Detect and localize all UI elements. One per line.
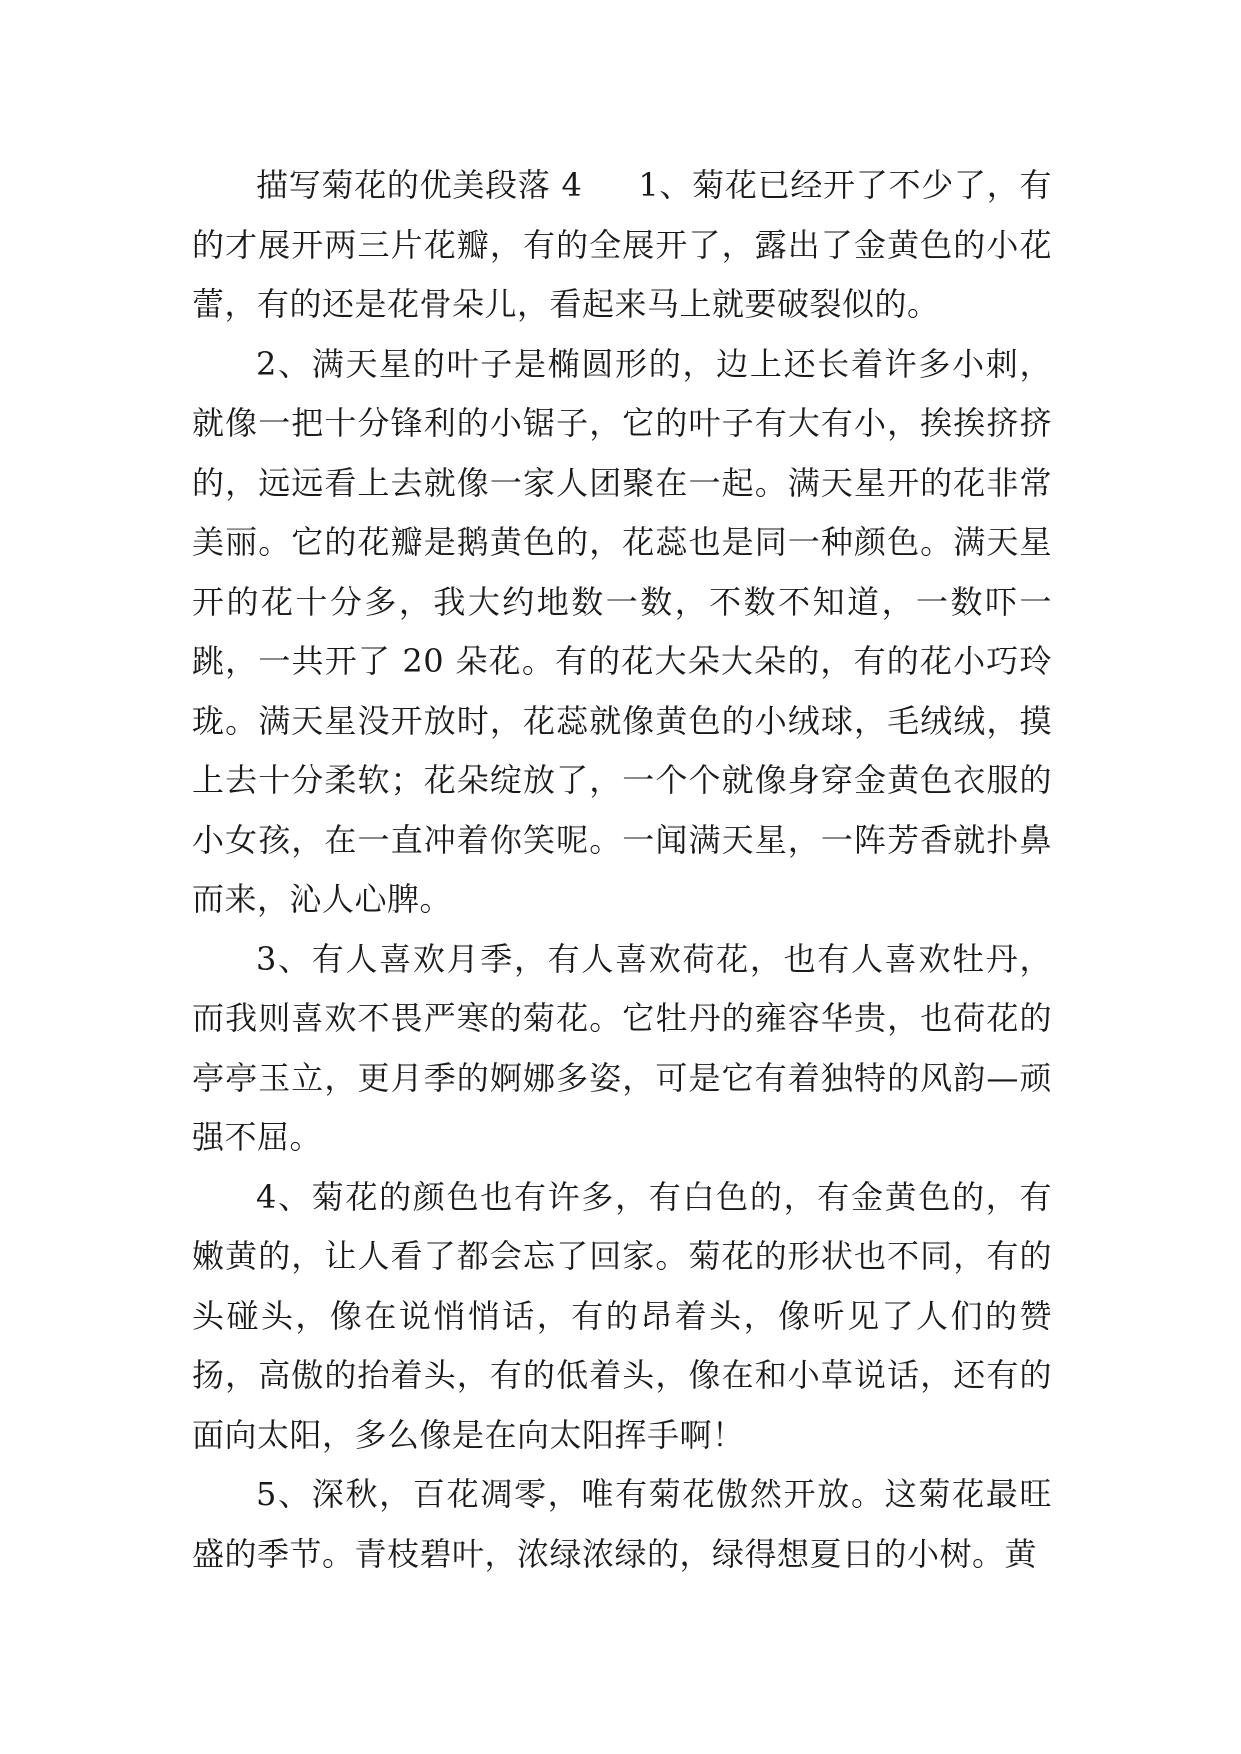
paragraph-4: 4、菊花的颜色也有许多，有白色的，有金黄色的，有嫩黄的，让人看了都会忘了回家。菊花的形状也不同，有的头碰头，像在说悄悄话，有的昂着头，像听见了人们的赞扬，高傲的抬着头，有的低着头，像在和小草说话，还有的面向太阳，多么像是在向太阳挥手啊！ — [192, 1177, 1052, 1454]
document-title: 描写菊花的优美段落 4 — [256, 166, 583, 204]
paragraph-5: 5、深秋，百花凋零，唯有菊花傲然开放。这菊花最旺盛的季节。青枝碧叶，浓绿浓绿的，绿得想夏日的小树。黄 — [192, 1475, 1052, 1573]
paragraph-2: 2、满天星的叶子是椭圆形的，边上还长着许多小刺，就像一把十分锋利的小锯子，它的叶子有大有小，挨挨挤挤的，远远看上去就像一家人团聚在一起。满天星开的花非常美丽。它的花瓣是鹅黄色的，花蕊也是同一种颜色。满天星开的花十分多，我大约地数一数，不数不知道，一数吓一跳，一共开了 20 朵花。有的花大朵大朵的，有的花小巧玲珑。满天星没开放时，花蕊就像黄色的小绒球，毛绒绒，摸上去十分柔软；花朵绽放了，一个个就像身穿金黄色衣服的小女孩，在一直冲着你笑呢。一闻满天星，一阵芳香就扑鼻而来，沁人心脾。 — [192, 344, 1052, 918]
document-body — [192, 156, 1052, 1584]
paragraph-1 — [192, 156, 1052, 335]
paragraph-1-text: 1、菊花已经开了不少了，有的才展开两三片花瓣，有的全展开了，露出了金黄色的小花蕾，有的还是花骨朵儿，看起来马上就要破裂似的。 — [192, 166, 1052, 323]
paragraph-3: 3、有人喜欢月季，有人喜欢荷花，也有人喜欢牡丹，而我则喜欢不畏严寒的菊花。它牡丹的雍容华贵，也荷花的亭亭玉立，更月季的婀娜多姿，可是它有着独特的风韵—顽强不屈。 — [192, 939, 1052, 1156]
